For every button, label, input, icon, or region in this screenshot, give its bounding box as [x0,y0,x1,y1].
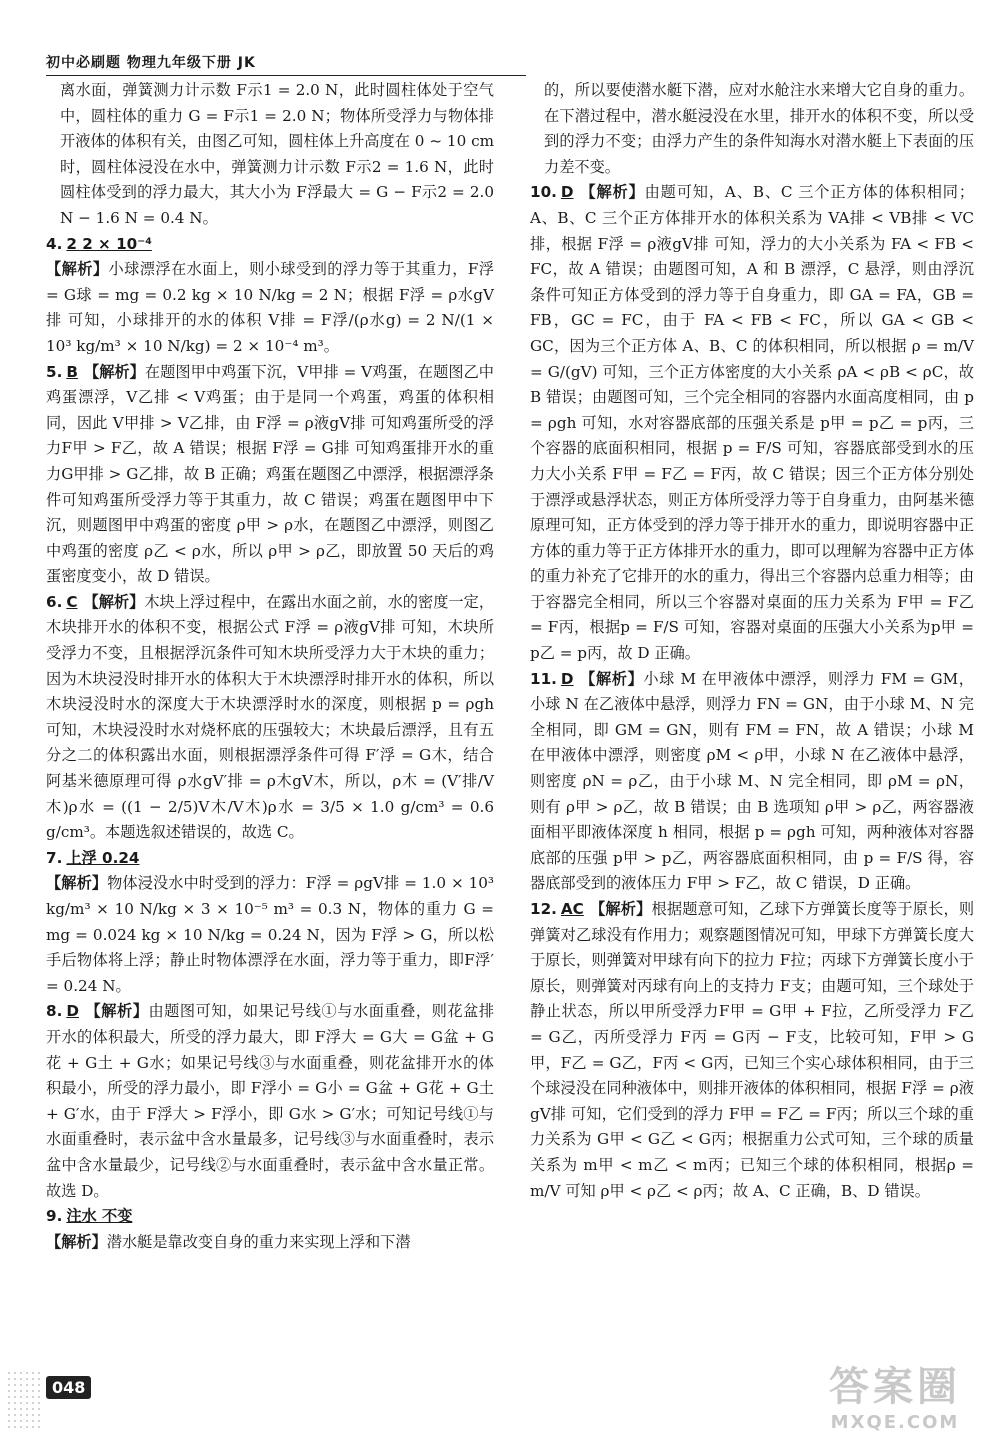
q7-answer: 上浮 0.24 [66,848,140,867]
analysis-tag: 【解析】 [46,874,108,893]
q8-block [46,999,494,1204]
q6-block [46,590,494,846]
q4-text: 小球漂浮在水面上，则小球受到的浮力等于其重力，F浮 = G球 = mg = 0.2 kg × 10 N/kg = 2 N；根据 F浮 = ρ水gV排 可知，小球排开的水的体积 V排 = F浮/(ρ水g) = 2 N/(1 × 10³ kg/m³ × 10 N/kg) = 2 × 10⁻⁴ m³。 [46,260,494,355]
q5-text: 在题图甲中鸡蛋下沉，V甲排 = V鸡蛋，在题图乙中鸡蛋漂浮，V乙排 < V鸡蛋；由于是同一个鸡蛋，鸡蛋的体积相同，因此 V甲排 > V乙排，由 F浮 = ρ液gV排 可知鸡蛋所受的浮力F甲 > F乙，故 A 错误；根据 F浮 = G排 可知鸡蛋排开水的重力G甲排 > G乙排，故 B 正确；鸡蛋在题图乙中漂浮，根据漂浮条件可知鸡蛋所受浮力等于其重力，故 C 错误；鸡蛋在题图甲中下沉，则题图甲中鸡蛋的密度 ρ甲 > ρ水，在题图乙中漂浮，则图乙中鸡蛋的密度 ρ乙 < ρ水，所以 ρ甲 > ρ乙，即放置 50 天后的鸡蛋密度变小，故 D 错误。 [46,362,494,586]
q4-answer-line [46,232,494,258]
corner-dot-pattern [6,1370,42,1430]
q6-number: 6. [46,592,63,611]
watermark-logo-text: 答案圈 [829,1364,961,1410]
q9-answer-line [46,1204,494,1230]
right-column [530,78,974,1204]
q12-answer: AC [560,900,584,918]
q9-answer: 注水 不变 [66,1207,133,1226]
analysis-tag: 【解析】 [83,362,145,381]
analysis-tag: 【解析】 [46,260,109,279]
q11-answer: D [560,669,574,688]
watermark-url: MXQE.COM [830,1412,960,1433]
page-header: 初中必刷题 物理九年级下册 JK [46,52,526,76]
analysis-tag: 【解析】 [84,1002,149,1021]
q9-text: 潜水艇是靠改变自身的重力来实现上浮和下潜 [106,1232,411,1251]
q12-number: 12. [530,900,557,918]
q9-number: 9. [46,1207,63,1226]
q9-explanation [46,1230,494,1256]
q10-number: 10. [530,183,557,202]
q8-number: 8. [46,1002,63,1021]
q10-answer: D [560,183,574,202]
q8-text: 由题图可知，如果记号线①与水面重叠，则花盆排开水的体积最大，所受的浮力最大，即 F浮大 = G大 = G盆 + G花 + G土 + G水；如果记号线③与水面重叠，则花盆排开水的体积最小，所受的浮力最小，即 F浮小 = G小 = G盆 + G花 + G土 + G′水，由于 F浮大 > F浮小，即 G水 > G′水；可知记号线①与水面重叠时，表示盆中含水量最多，记号线③与水面重叠时，表示盆中含水量最少，记号线②与水面重叠时，表示盆中含水量正常。故选 D。 [46,1002,495,1200]
analysis-tag: 【解析】 [579,183,645,202]
q4-answer: 2 2 × 10⁻⁴ [66,234,152,253]
q7-number: 7. [46,848,63,867]
q11-text: 小球 M 在甲液体中漂浮，则浮力 FM = GM，小球 N 在乙液体中悬浮，则浮力 FN = GN，由于小球 M、N 完全相同，即 GM = GN，则有 FM = FN，故 A 错误；小球 M 在甲液体中漂浮，则密度 ρM < ρ甲，小球 N 在乙液体中悬浮，则密度 ρN = ρ乙，由于小球 M、N 完全相同，即 ρM = ρN，则有 ρ甲 > ρ乙，故 B 错误；由 B 选项知 ρ甲 > ρ乙，两容器液面相平即液体深度 h 相同，根据 p = ρgh 可知，两种液体对容器底部的压强 p甲 > p乙，两容器底面积相同，由 p = F/S 得，容器底部受到的液体压力 F甲 > F乙，故 C 错误，D 正确。 [530,669,974,893]
analysis-tag: 【解析】 [46,1232,107,1251]
q8-answer: D [66,1002,79,1021]
q5-block [46,360,494,590]
q10-text: 由题可知，A、B、C 三个正方体的体积相同；A、B、C 三个正方体排开水的体积关系为 VA排 < VB排 < VC排，根据 F浮 = ρ液gV排 可知，浮力的大小关系为 FA < FB < FC，故 A 错误；由题图可知，A 和 B 漂浮，C 悬浮，则由浮沉条件可知正方体受到的浮力等于自身重力，即 GA = FA，GB = FB，GC = FC，由于 FA < FB < FC，所以 GA < GB < GC，因为三个正方体 A、B、C 的体积相同，所以根据 ρ = m/V = G/(gV) 可知，三个正方体密度的大小关系 ρA < ρB < ρC，故 B 错误；由题图可知，三个完全相同的容器内水面高度相同，由 p = ρgh 可知，水对容器底部的压强关系是 p甲 = p乙 = p丙，三个容器的底面积相同，根据 p = F/S 可知，容器底部受到水的压力大小关系 F甲 = F乙 = F丙，故 C 错误；因三个正方体分别处于漂浮或悬浮状态，则正方体所受浮力等于自身重力，由阿基米德原理可知，正方体受到的浮力等于排开水的重力，即说明容器中正方体的重力等于正方体排开水的重力，即可以理解为容器中正方体的重力补充了它排开的水的重力，得出三个容器内总重力相等；由于容器完全相同，所以三个容器对桌面的压力关系为 F甲 = F乙 = F丙，根据p = F/S 可知，容器对桌面的压强大小关系为p甲 = p乙 = p丙，故 D 正确。 [530,183,975,663]
q4-explanation [46,257,494,359]
q7-explanation [46,871,494,999]
q9-continuation: 的，所以要使潜水艇下潜，应对水舱注水来增大它自身的重力。在下潜过程中，潜水艇浸没在水里，排开水的体积不变，所以受到的浮力不变；由浮力产生的条件知海水对潜水艇上下表面的压力差不变。 [544,81,974,176]
q10-block [530,180,974,666]
site-watermark [800,1355,990,1435]
page-number: 048 [46,1376,91,1399]
q6-text: 木块上浮过程中，在露出水面之前，水的密度一定，木块排开水的体积不变，根据公式 F浮 = ρ液gV排 可知，木块所受浮力不变，且根据浮沉条件可知木块所受浮力大于木块的重力；因为木块浸没时排开水的体积大于木块漂浮时排开水的体积，所以木块浸没时水的深度大于木块漂浮时水的深度，则根据 p = ρgh 可知，木块浸没时水对烧杯底的压强较大；木块最后漂浮，且有五分之二的体积露出水面，则根据漂浮条件可得 F′浮 = G木，结合阿基米德原理可得 ρ水gV′排 = ρ木gV木，所以，ρ木 = (V′排/V木)ρ水 = ((1 − 2/5)V木/V木)ρ水 = 3/5 × 1.0 g/cm³ = 0.6 g/cm³。本题选叙述错误的，故选 C。 [46,592,495,842]
q7-answer-line [46,846,494,872]
q12-text: 根据题意可知，乙球下方弹簧长度等于原长，则弹簧对乙球没有作用力；观察题图情况可知，甲球下方弹簧长度大于原长，则弹簧对甲球有向下的拉力 F拉；丙球下方弹簧长度小于原长，则弹簧对丙球有向上的支持力 F支；由题可知，三个球处于静止状态，所以甲所受浮力F甲 = G甲 + F拉，乙所受浮力 F乙 = G乙，丙所受浮力 F丙 = G丙 − F支，比较可知，F甲 > G甲，F乙 = G乙，F丙 < G丙，已知三个实心球体积相同，由于三个球浸没在同种液体中，则排开液体的体积相同，根据 F浮 = ρ液gV排 可知，它们受到的浮力 F甲 = F乙 = F丙；所以三个球的重力关系为 G甲 < G乙 < G丙；根据重力公式可知，三个球的质量关系为 m甲 < m乙 < m丙；已知三个球的体积相同，根据ρ = m/V 可知 ρ甲 < ρ乙 < ρ丙；故 A、C 正确，B、D 错误。 [530,900,975,1200]
analysis-tag: 【解析】 [589,900,652,918]
q12-block [530,897,974,1204]
q7-text: 物体浸没水中时受到的浮力：F浮 = ρgV排 = 1.0 × 10³ kg/m³ × 10 N/kg × 3 × 10⁻⁵ m³ = 0.3 N，物体的重力 G = mg = 0.024 kg × 10 N/kg = 0.24 N，因为 F浮 > G，所以松手后物体将上浮；静止时物体漂浮在水面，浮力等于重力，即F浮′ = 0.24 N。 [46,874,495,995]
q11-block [530,667,974,897]
q11-number: 11. [530,669,557,688]
analysis-tag: 【解析】 [579,669,644,688]
left-column [46,78,494,1255]
q6-answer: C [66,592,78,611]
q4-number: 4. [46,234,63,253]
q3-continuation: 离水面，弹簧测力计示数 F示1 = 2.0 N，此时圆柱体处于空气中，圆柱体的重力 G = F示1 = 2.0 N；物体所受浮力与物体排开液体的体积有关，由图乙可知，圆柱体上升高度在 0 ~ 10 cm 时，圆柱体浸没在水中，弹簧测力计示数 F示2 = 1.6 N，此时圆柱体受到的浮力最大，其大小为 F浮最大 = G − F示2 = 2.0 N − 1.6 N = 0.4 N。 [60,81,494,227]
q5-number: 5. [46,362,63,381]
q5-answer: B [66,362,78,381]
analysis-tag: 【解析】 [83,592,145,611]
